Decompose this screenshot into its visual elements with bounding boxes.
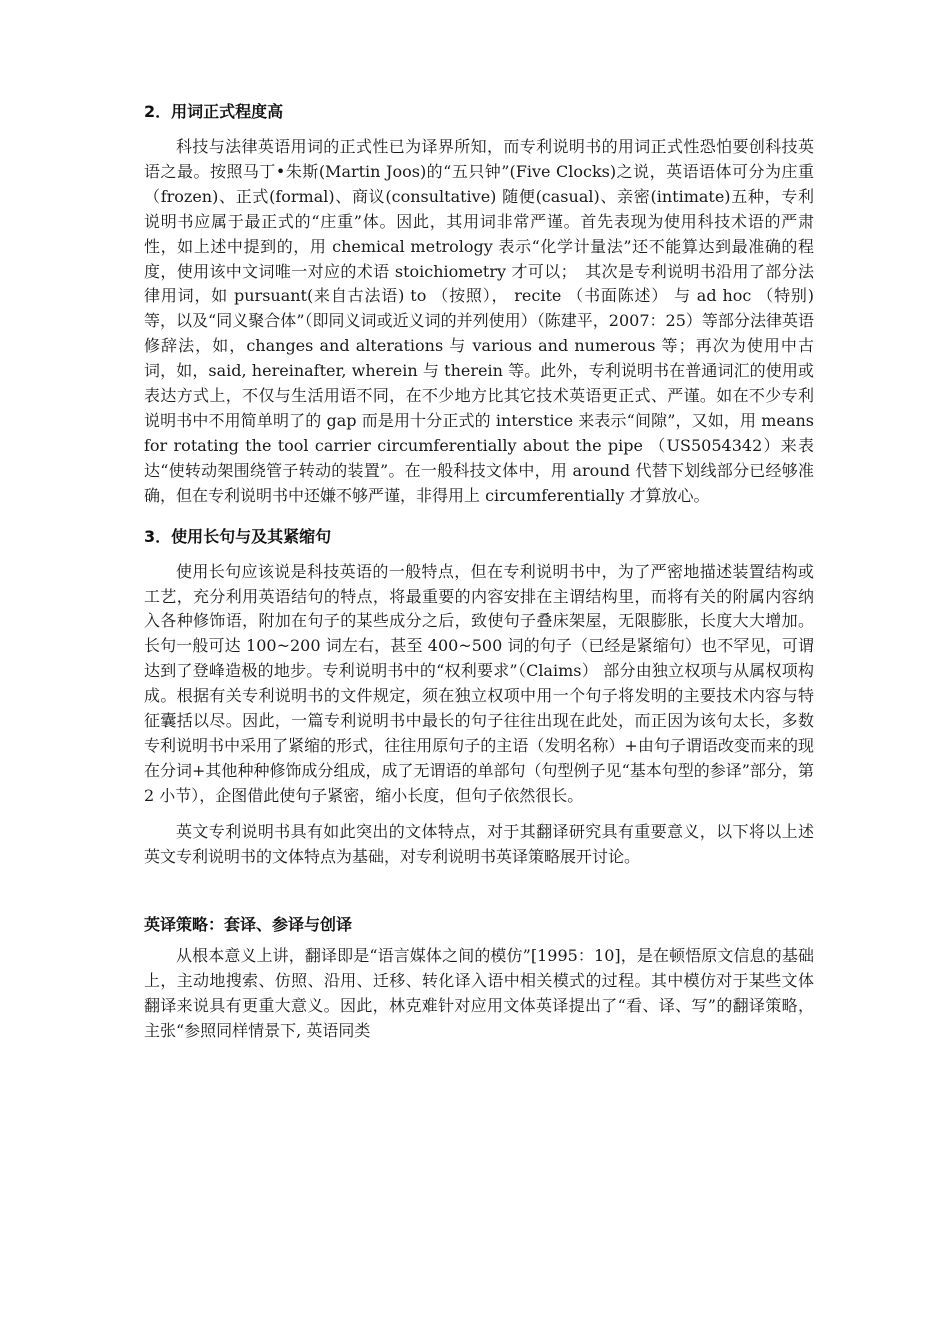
paragraph-long-sentences: 使用长句应该说是科技英语的一般特点，但在专利说明书中，为了严密地描述装置结构或工艺，充分利用英语结句的特点，将最重要的内容安排在主谓结构里，而将有关的附属内容纳入各种修饰语，附加在句子的某些成分之后，致使句子叠床架屋，无限膨胀，长度大大增加。长句一般可达 100~200 词左右，甚至 400~500 词的句子（已经是紧缩句）也不罕见，可谓达到了登峰造极的地步。专利说明书中的“权利要求”（Claims） 部分由独立权项与从属权项构成。根据有关专利说明书的文件规定，须在独立权项中用一个句子将发明的主要技术内容与特征囊括以尽。因此，一篇专利说明书中最长的句子往往出现在此处，而正因为该句太长，多数专利说明书中采用了紧缩的形式，往往用原句子的主语（发明名称）+由句子谓语改变而来的现在分词+其他种种修饰成分组成，成了无谓语的单部句（句型例子见“基本句型的参译”部分，第 2 小节），企图借此使句子紧密，缩小长度，但句子依然很长。 xyxy=(144,561,814,805)
paragraph-translation-strategy: 从根本意义上讲，翻译即是“语言媒体之间的模仿”[1995：10]，是在顿悟原文信息的基础上，主动地搜索、仿照、沿用、迁移、转化译入语中相关模式的过程。其中模仿对于某些文体翻译来说具有更重大意义。因此，林克难针对应用文体英译提出了“看、译、写”的翻译策略，主张“参照同样情景下, 英语同类 xyxy=(144,946,814,1041)
section-heading-long-sentences: 3．使用长句与及其紧缩句 xyxy=(144,526,332,546)
document-body xyxy=(144,100,814,1044)
section-heading-word-formality: 2．用词正式程度高 xyxy=(144,102,284,121)
section-heading-translation-strategy: 英译策略：套译、参译与创译 xyxy=(144,915,353,935)
paragraph-word-formality: 科技与法律英语用词的正式性已为译界所知，而专利说明书的用词正式性恐怕要创科技英语之最。按照马丁•朱斯(Martin Joos)的“五只钟”(Five Clocks)之说，英语语体可分为庄重（frozen)、正式(formal)、商议(consultative) 随便(casual)、亲密(intimate)五种，专利说明书应属于最正式的“庄重”体。因此，其用词非常严谨。首先表现为使用科技术语的严肃性，如上述中提到的，用 chemical metrology 表示“化学计量法”还不能算达到最准确的程度，使用该中文词唯一对应的术语 stoichiometry 才可以； 其次是专利说明书沿用了部分法律用词，如 pursuant(来自古法语) to （按照）， recite （书面陈述） 与 ad hoc （特别)等，以及“同义聚合体”（即同义词或近义词的并列使用）（陈建平，2007：25）等部分法律英语修辞法，如，changes and alterations 与 various and numerous 等；再次为使用中古词，如，said, hereinafter, wherein 与 therein 等。此外，专利说明书在普通词汇的使用或表达方式上，不仅与生活用语不同，在不少地方比其它技术英语更正式、严谨。如在不少专利说明书中不用简单明了的 gap 而是用十分正式的 interstice 来表示“间隙”，又如，用 means for rotating the tool carrier circumferentially about the pipe （US5054342）来表达“使转动架围绕管子转动的装置”。在一般科技文体中，用 around 代替下划线部分已经够准确，但在专利说明书中还嫌不够严谨，非得用上 circumferentially 才算放心。 xyxy=(144,137,814,505)
paragraph-transition: 英文专利说明书具有如此突出的文体特点，对于其翻译研究具有重要意义，以下将以上述英文专利说明书的文体特点为基础，对专利说明书英译策略展开讨论。 xyxy=(144,821,814,866)
